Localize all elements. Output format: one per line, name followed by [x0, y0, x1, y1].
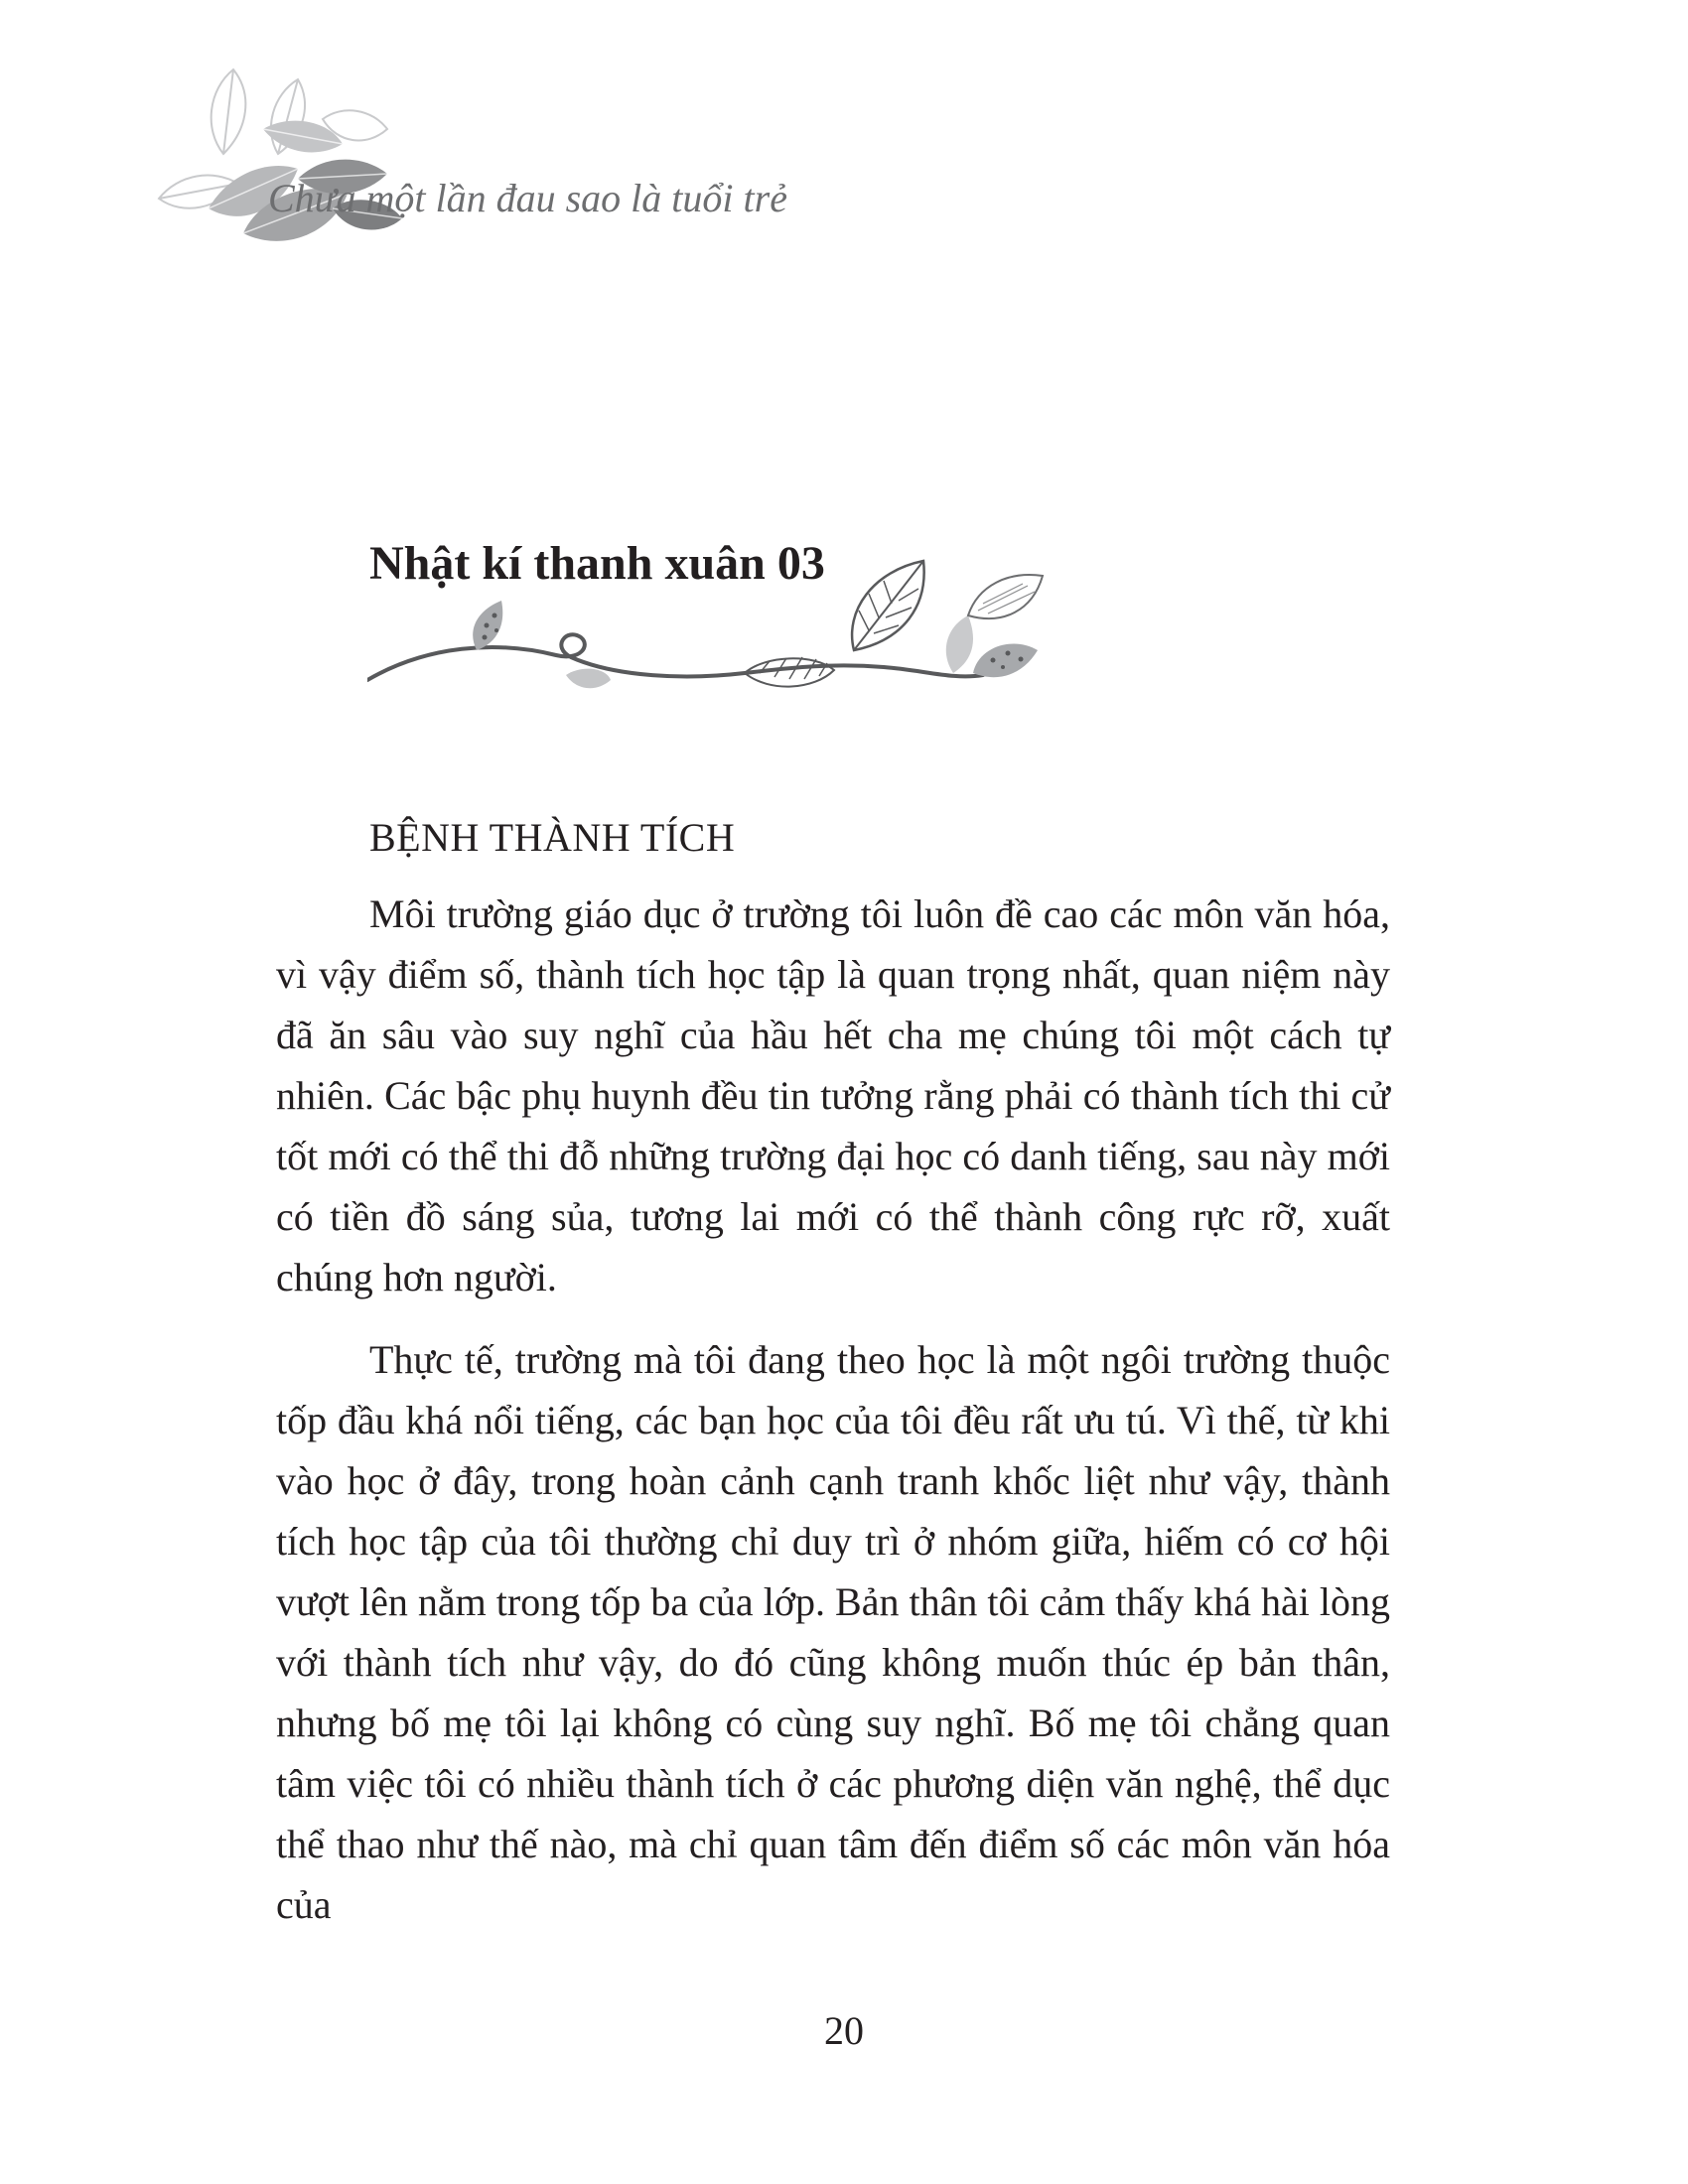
- running-title: Chưa một lần đau sao là tuổi trẻ: [268, 176, 787, 220]
- vine-with-leaves-icon: [367, 556, 1082, 745]
- running-header: [149, 60, 1142, 288]
- section-heading: BỆNH THÀNH TÍCH: [369, 815, 736, 860]
- page-number: 20: [824, 2008, 864, 2053]
- paragraph-1: Môi trường giáo dục ở trường tôi luôn đề cao các môn văn hóa, vì vậy điểm số, thành tích học tập là quan trọng nhất, quan niệm này đã ăn sâu vào suy nghĩ của hầu hết cha mẹ chúng tôi một cách tự nhiên. Các bậc phụ huynh đều tin tưởng rằng phải có thành tích thi cử tốt mới có thể thi đỗ những trường đại học có danh tiếng, sau này mới có tiền đồ sáng sủa, tương lai mới có thể thành công rực rỡ, xuất chúng hơn người.: [276, 891, 1390, 1299]
- leaves-cluster-icon: [149, 60, 447, 288]
- chapter-title: Nhật kí thanh xuân 03: [369, 537, 825, 590]
- body-text: [276, 884, 1390, 1935]
- paragraph-2: Thực tế, trường mà tôi đang theo học là một ngôi trường thuộc tốp đầu khá nổi tiếng, các bạn học của tôi đều rất ưu tú. Vì thế, từ khi vào học ở đây, trong hoàn cảnh cạnh tranh khốc liệt như vậy, thành tích học tập của tôi thường chỉ duy trì ở nhóm giữa, hiếm có cơ hội vượt lên nằm trong tốp ba của lớp. Bản thân tôi cảm thấy khá hài lòng với thành tích như vậy, do đó cũng không muốn thúc ép bản thân, nhưng bố mẹ tôi lại không có cùng suy nghĩ. Bố mẹ tôi chẳng quan tâm việc tôi có nhiều thành tích ở các phương diện văn nghệ, thể dục thể thao như thế nào, mà chỉ quan tâm đến điểm số các môn văn hóa của: [276, 1337, 1390, 1927]
